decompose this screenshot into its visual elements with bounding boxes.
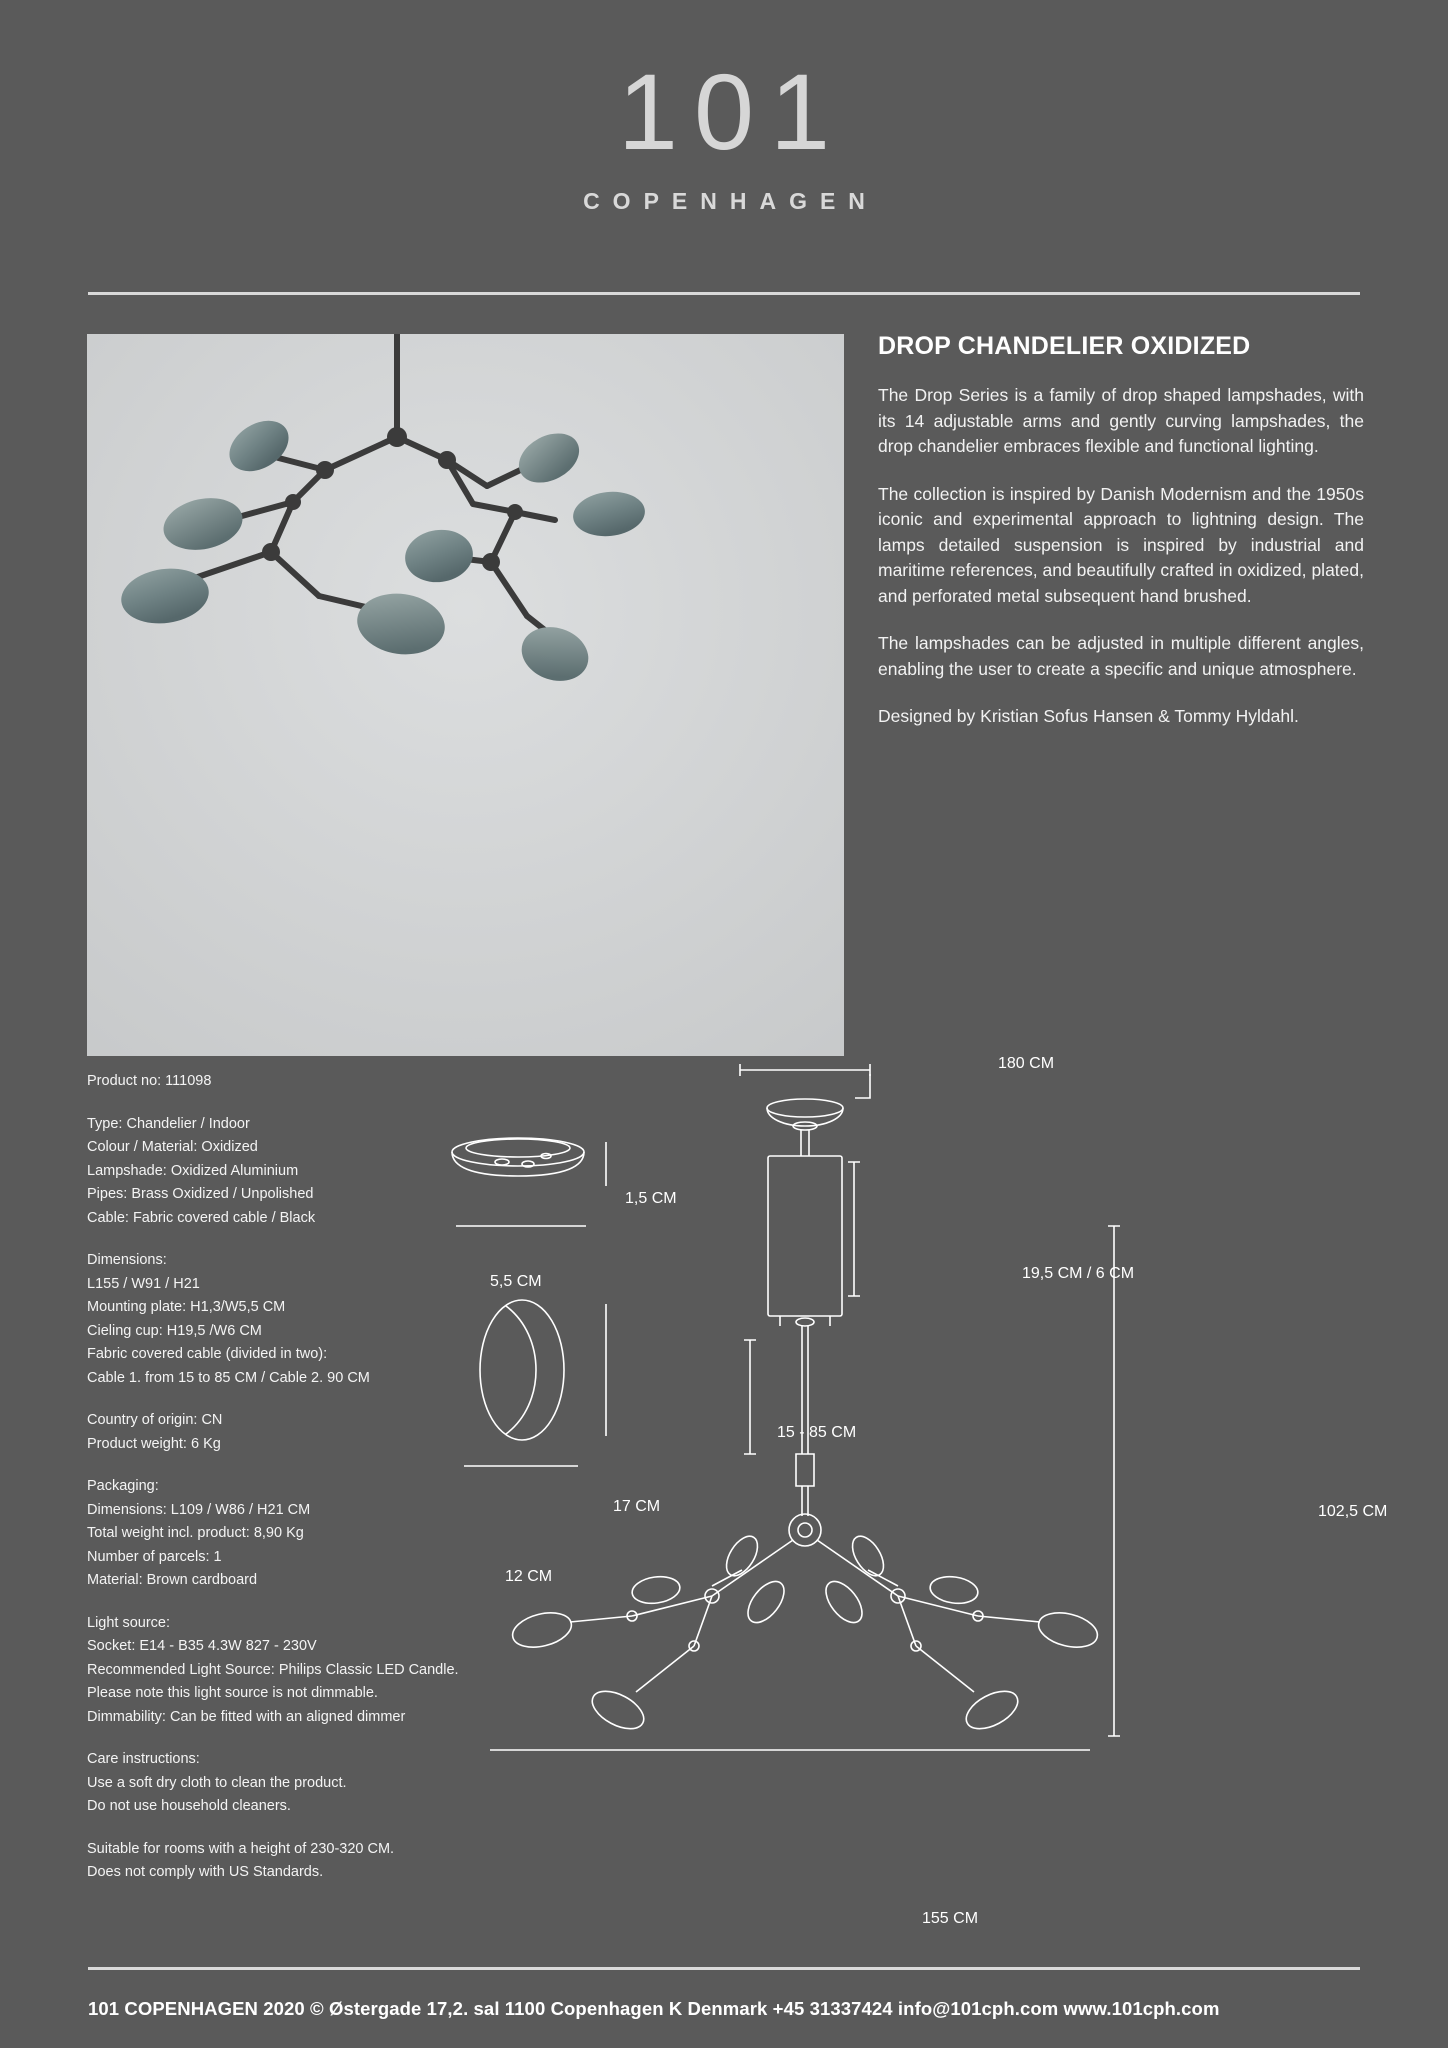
- dim-cable-range: 15 - 85 CM: [777, 1424, 857, 1441]
- description-paragraph-2: The collection is inspired by Danish Modernism and the 1950s iconic and experimental approach to lightning design. The lamps detailed suspension is inspired by industrial and maritime references, and beautifully crafted in oxidized, plated, and perforated metal subsequent hand brushed.: [878, 483, 1364, 606]
- divider-bottom: [88, 1967, 1360, 1970]
- page-title: DROP CHANDELIER OXIDIZED: [878, 332, 1251, 360]
- spec-notes: Suitable for rooms with a height of 230-320 CM. Does not comply with US Standards.: [87, 1840, 395, 1880]
- description-paragraph-1: The Drop Series is a family of drop shaped lampshades, with its 14 adjustable arms and gently curving lampshades, the drop chandelier embraces flexible and functional lighting.: [878, 385, 1364, 456]
- spec-care: Care instructions: Use a soft dry cloth to clean the product. Do not use household cleaners.: [87, 1751, 347, 1814]
- spec-packaging: Packaging: Dimensions: L109 / W86 / H21 CM Total weight incl. product: 8,90 Kg Number of parcels: 1 Material: Brown cardboard: [87, 1478, 311, 1588]
- logo-number: 101: [617, 51, 847, 172]
- spec-product-number: Product no: 111098: [87, 1073, 212, 1089]
- divider-top: [88, 292, 1360, 295]
- brand-logo: [0, 51, 1448, 215]
- footer-contact: 101 COPENHAGEN 2020 © Østergade 17,2. sal 1100 Copenhagen K Denmark +45 31337424 info@101cph.com www.101cph.com: [88, 1998, 1220, 2019]
- technical-drawings: [450, 1050, 1410, 1950]
- dim-top-width: 180 CM: [998, 1055, 1055, 1072]
- specifications: [87, 1070, 477, 1885]
- spec-materials: Type: Chandelier / Indoor Colour / Material: Oxidized Lampshade: Oxidized Aluminium Pipes: Brass Oxidized / Unpolished Cable: Fabric covered cable / Black: [87, 1115, 316, 1226]
- dim-plate-height: 1,5 CM: [625, 1190, 677, 1207]
- dim-shade-width: 12 CM: [505, 1568, 553, 1585]
- product-photo-illustration: [87, 334, 844, 1056]
- product-photo: [87, 334, 844, 1056]
- dim-cup-height: 19,5 CM / 6 CM: [1022, 1265, 1135, 1282]
- spec-origin: Country of origin: CN Product weight: 6 Kg: [87, 1412, 223, 1452]
- technical-drawing-svg: [450, 1050, 1410, 1950]
- dim-total-height: 102,5 CM: [1318, 1503, 1388, 1520]
- dim-shade-height: 17 CM: [613, 1498, 661, 1515]
- dim-total-width: 155 CM: [922, 1910, 979, 1927]
- description-paragraph-3: The lampshades can be adjusted in multiple different angles, enabling the user to create a specific and unique atmosphere.: [878, 633, 1364, 679]
- product-description: [878, 332, 1364, 752]
- logo-wordmark: COPENHAGEN: [583, 188, 878, 214]
- dim-plate-width: 5,5 CM: [490, 1273, 542, 1290]
- spec-light-source: Light source: Socket: E14 - B35 4.3W 827 - 230V Recommended Light Source: Philips Classic LED Candle. Please note this light source is not dimmable. Dimmability: Can be fitted with an aligned dimmer: [87, 1614, 459, 1725]
- spec-dimensions: Dimensions: L155 / W91 / H21 Mounting plate: H1,3/W5,5 CM Cieling cup: H19,5 /W6 CM Fabric covered cable (divided in two): Cable 1. from 15 to 85 CM / Cable 2. 90 CM: [87, 1252, 370, 1386]
- designer-credit: Designed by Kristian Sofus Hansen & Tommy Hyldahl.: [878, 706, 1299, 726]
